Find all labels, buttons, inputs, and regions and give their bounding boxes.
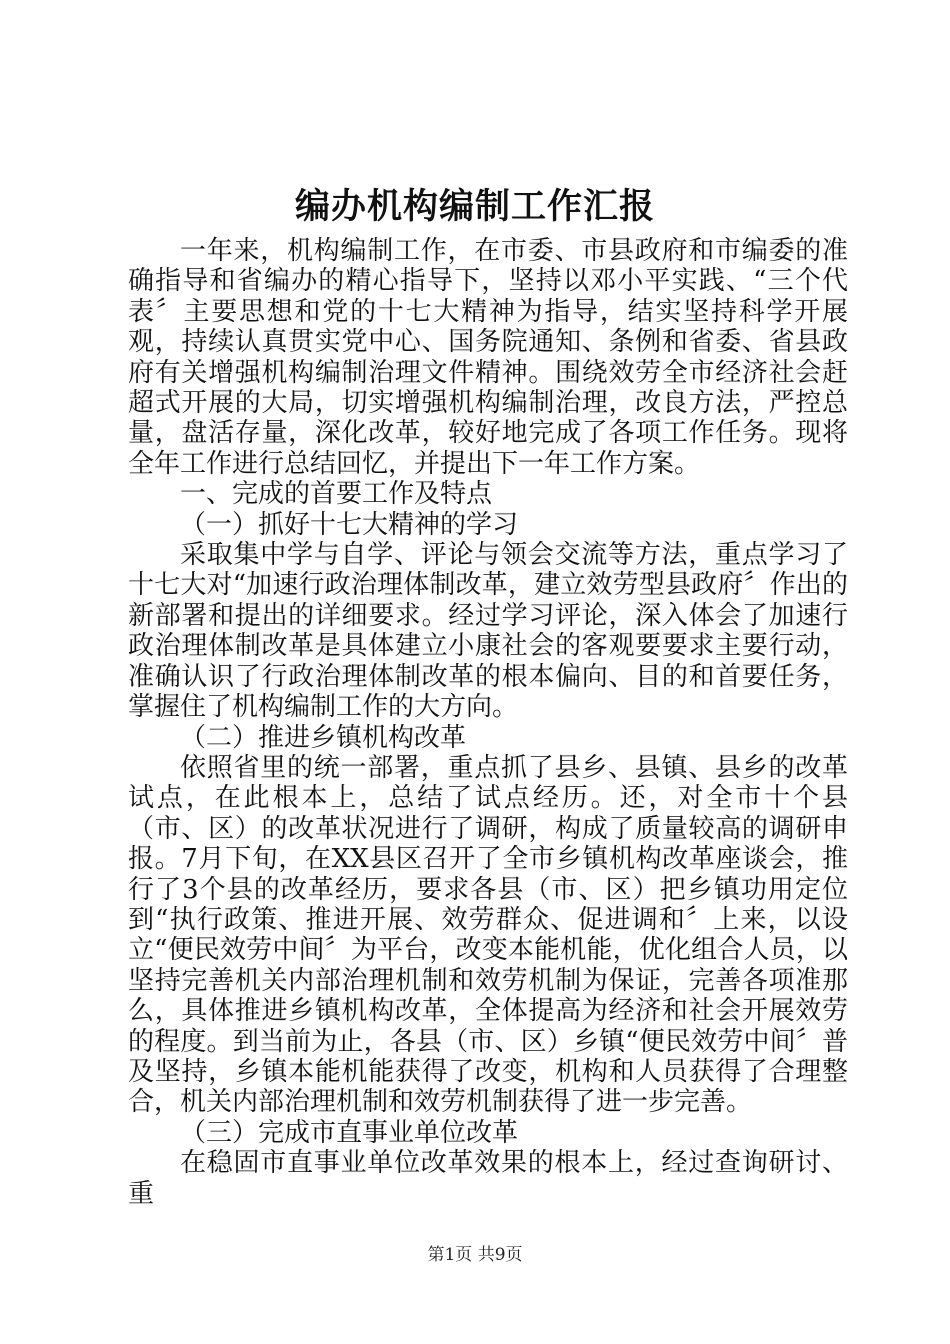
document-body (128, 236, 848, 1209)
document-title: 编办机构编制工作汇报 (294, 186, 655, 227)
subsection-heading-1: （一）抓好十七大精神的学习 (180, 509, 519, 540)
intro-paragraph: 一年来，机构编制工作，在市委、市县政府和市编委的准确指导和省编办的精心指导下，坚持以邓小平实践、“三个代表〞主要思想和党的十七大精神为指导，结实坚持科学开展观，持续认真贯实党中心、国务院通知、条例和省委、省县政府有关增强机构编制治理文件精神。围绕效劳全市经济社会赶超式开展的大局，切实增强机构编制治理，改良方法，严控总量，盘活存量，深化改革，较好地完成了各项工作任务。现将全年工作进行总结回忆，并提出下一年工作方案。 (128, 236, 848, 479)
subsection-heading-2: （二）推进乡镇机构改革 (180, 722, 467, 753)
body-paragraph-3: 在稳固市直事业单位改革效果的根本上，经过查询研讨、重 (128, 1148, 848, 1209)
subsection-heading-3: （三）完成市直事业单位改革 (180, 1117, 519, 1148)
body-paragraph-2: 依照省里的统一部署，重点抓了县乡、县镇、县乡的改革试点，在此根本上，总结了试点经历。还，对全市十个县（市、区）的改革状况进行了调研，构成了质量较高的调研申报。7月下旬，在XX县区召开了全市乡镇机构改革座谈会，推行了3个县的改革经历，要求各县（市、区）把乡镇功用定位到“执行政策、推进开展、效劳群众、促进调和〞上来，以设立“便民效劳中间〞为平台，改变本能机能，优化组合人员，以坚持完善机关内部治理机制和效劳机制为保证，完善各项准那么，具体推进乡镇机构改革，全体提高为经济和社会开展效劳的程度。到当前为止，各县（市、区）乡镇“便民效劳中间〞普及坚持，乡镇本能机能获得了改变，机构和人员获得了合理整合，机关内部治理机制和效劳机制获得了进一步完善。 (128, 752, 848, 1118)
section-heading: 一、完成的首要工作及特点 (180, 479, 493, 510)
page-number-footer: 第1页 共9页 (427, 1245, 523, 1265)
body-paragraph-1: 采取集中学与自学、评论与领会交流等方法，重点学习了十七大对“加速行政治理体制改革，建立效劳型县政府〞作出的新部署和提出的详细要求。经过学习评论，深入体会了加速行政治理体制改革是具体建立小康社会的客观要要求主要行动，准确认识了行政治理体制改革的根本偏向、目的和首要任务，掌握住了机构编制工作的大方向。 (128, 540, 848, 723)
